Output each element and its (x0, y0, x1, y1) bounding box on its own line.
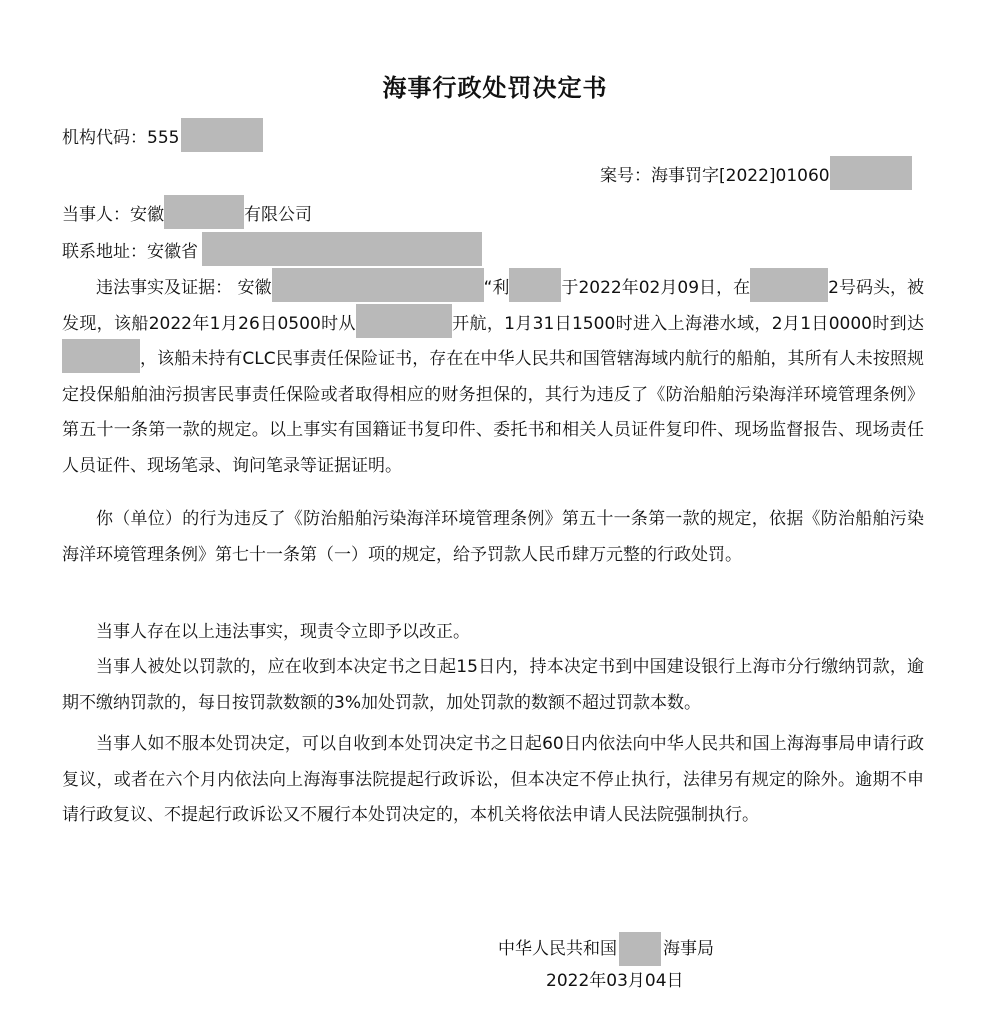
appeal-paragraph: 当事人如不服本处罚决定，可以自收到本处罚决定书之日起60日内依法向中华人民共和国上海海事局申请行政复议，或者在六个月内依法向上海海事法院提起行政诉讼，但本决定不停止执行，法律另有规定的除外。逾期不申请行政复议、不提起行政诉讼又不履行本处罚决定的，本机关将依法申请人民法院强制执行。 (62, 734, 924, 825)
redaction-block (509, 268, 561, 302)
case-label: 案号： (600, 166, 651, 186)
facts-text: 违法事实及证据： 安徽 (96, 278, 272, 298)
signature-suffix: 海事局 (663, 939, 714, 959)
facts-text: ，该船未持有CLC民事责任保险证书，存在在中华人民共和国管辖海域内航行的船舶，其所有人未按照规定投保船舶油污损害民事责任保险或者取得相应的财务担保的，其行为违反了《防治船舶污染海洋环境管理条例》第五十一条第一款的规定。以上事实有国籍证书复印件、委托书和相关人员证件复印件、现场监督报告、现场责任人员证件、现场笔录、询问笔录等证据证明。 (62, 349, 924, 476)
facts-text: 开航，1月31日1500时进入上海港水域，2月1日0000时到达 (451, 313, 924, 334)
document-date: 2022年03月04日 (546, 971, 684, 991)
org-code-value: 555 (147, 128, 180, 148)
org-code-line (62, 124, 263, 152)
address-label: 联系地址： (62, 242, 147, 262)
party-suffix: 有限公司 (244, 205, 312, 225)
redaction-block (750, 268, 828, 302)
redaction-block (356, 304, 452, 338)
address-line (62, 238, 482, 266)
party-line (62, 201, 312, 229)
org-code-label: 机构代码： (62, 128, 147, 148)
redaction-block (62, 339, 140, 373)
facts-paragraph (62, 271, 924, 484)
redaction-block (181, 118, 263, 152)
redaction-block (164, 195, 244, 229)
signature-line (498, 932, 714, 966)
document-title: 海事行政处罚决定书 (382, 74, 608, 102)
violation-paragraph: 你（单位）的行为违反了《防治船舶污染海洋环境管理条例》第五十一条第一款的规定，依据《防治船舶污染海洋环境管理条例》第七十一条第（一）项的规定，给予罚款人民币肆万元整的行政处罚。 (62, 509, 924, 565)
party-prefix: 安徽 (130, 205, 164, 225)
redaction-block (272, 268, 484, 302)
signature-prefix: 中华人民共和国 (498, 939, 617, 959)
facts-text: 2号码头，被发现，该船2022年1月26日0500时从 (62, 278, 925, 334)
payment-paragraph: 当事人被处以罚款的，应在收到本决定书之日起15日内，持本决定书到中国建设银行上海市分行缴纳罚款，逾期不缴纳罚款的，每日按罚款数额的3%加处罚款，加处罚款的数额不超过罚款本数。 (62, 657, 924, 713)
facts-text: 于2022年02月09日，在 (561, 278, 751, 298)
redaction-block (830, 156, 912, 190)
facts-text: “利 (483, 278, 510, 298)
redaction-block (202, 232, 482, 266)
case-value: 海事罚字[2022]01060 (651, 166, 830, 186)
redaction-block (619, 932, 661, 966)
case-number-line (600, 162, 912, 190)
party-label: 当事人： (62, 205, 130, 225)
correction-paragraph: 当事人存在以上违法事实，现责令立即予以改正。 (96, 622, 470, 642)
address-prefix: 安徽省 (147, 242, 198, 262)
